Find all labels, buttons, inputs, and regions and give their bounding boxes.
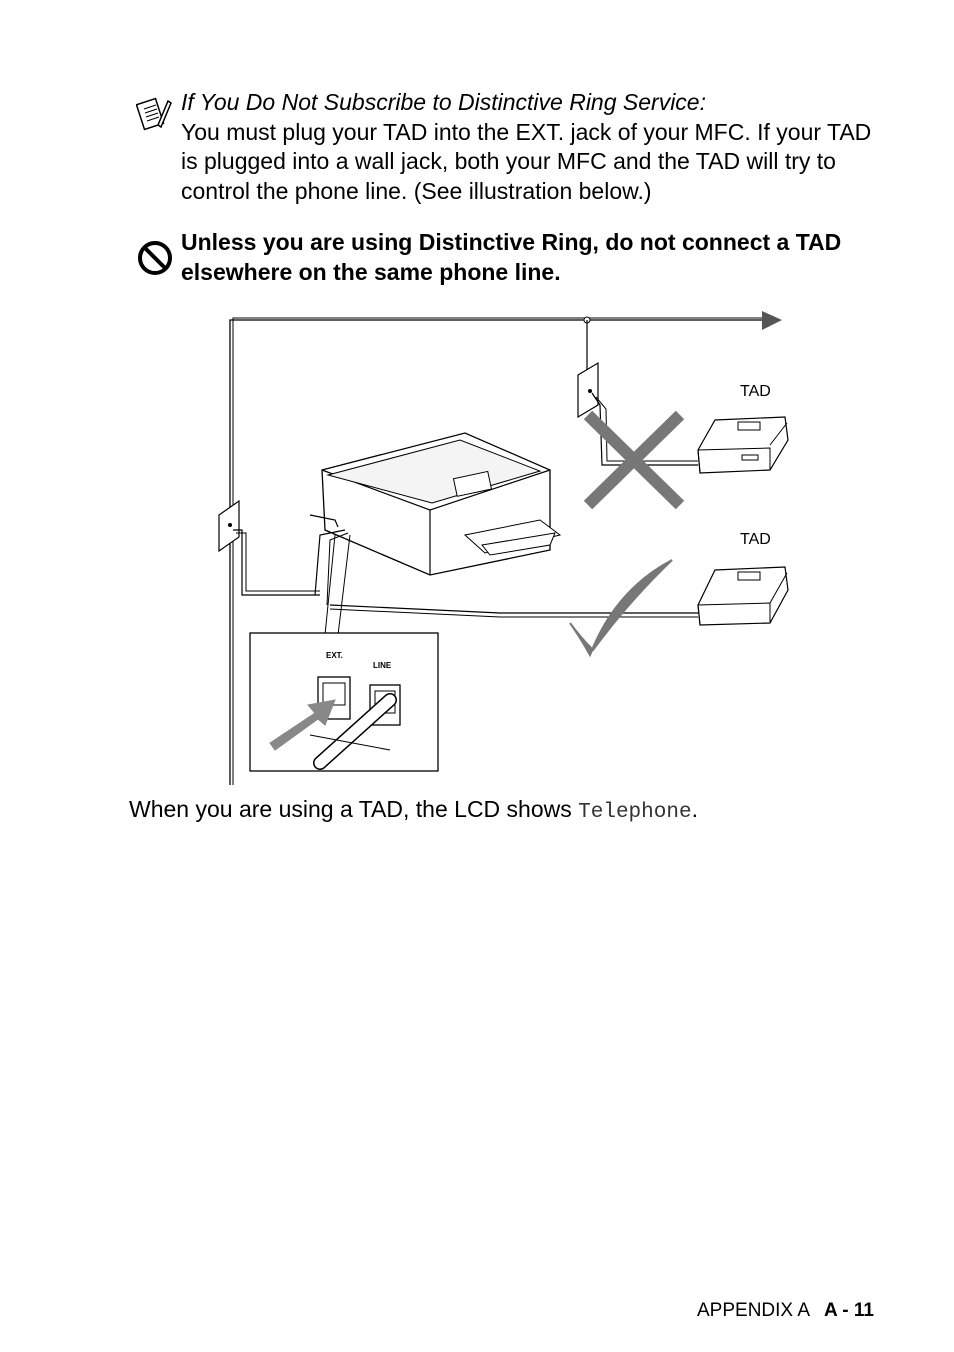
tad-top-label: TAD (740, 383, 771, 400)
footer-page-number: A - 11 (824, 1300, 874, 1321)
ext-jack-label: EXT. (326, 651, 343, 660)
lcd-display-value: Telephone (578, 801, 692, 824)
page-footer (697, 1300, 874, 1322)
tad-bottom-label: TAD (740, 531, 771, 548)
lcd-prefix: When you are using a TAD, the LCD shows (129, 796, 579, 822)
note-title: If You Do Not Subscribe to Distinctive Ring Service: (181, 89, 706, 115)
warning-text: Unless you are using Distinctive Ring, do not connect a TAD elsewhere on the same phone line. (181, 229, 842, 285)
prohibited-icon (136, 239, 174, 277)
note-body: You must plug your TAD into the EXT. jack of your MFC. If your TAD is plugged into a wall jack, both your MFC and the TAD will try to control the phone line. (See illustration below.) (181, 118, 872, 204)
tad-lower (698, 567, 788, 625)
note-icon (136, 95, 172, 135)
note-block (181, 88, 881, 206)
tad-upper (698, 417, 788, 473)
lcd-sentence (129, 796, 698, 824)
footer-section: APPENDIX A (697, 1300, 810, 1321)
connection-diagram (210, 305, 800, 785)
line-jack-label: LINE (373, 661, 392, 670)
lcd-suffix: . (691, 796, 698, 822)
diagram-illustration (210, 305, 800, 785)
